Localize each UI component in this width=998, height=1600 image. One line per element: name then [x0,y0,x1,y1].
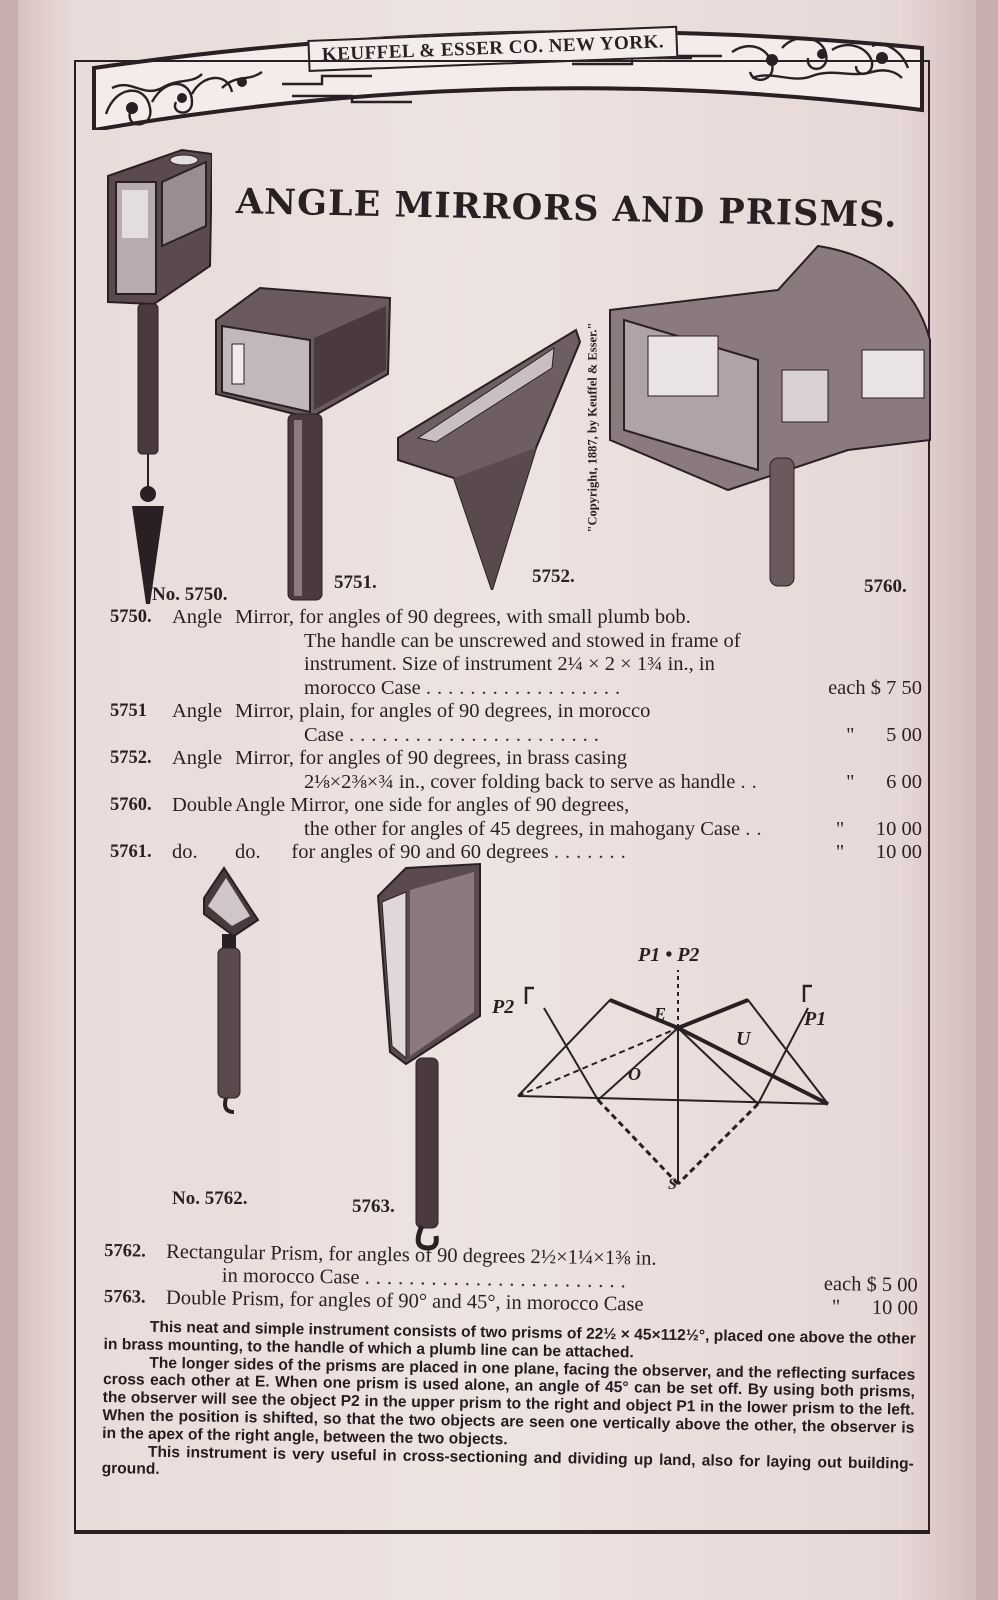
angle-mirror-plain-icon [214,284,392,602]
item-price [812,771,922,795]
leader-dots: ........................ [364,1266,632,1293]
description-paragraph: This neat and simple instrument consists of two prisms of 22½ × 45×112½°, placed one above the other in brass mounting, to the handle of which a plumb line can be attached. [103,1318,916,1362]
price-prefix: each $ [828,676,881,699]
item-price [808,1296,918,1321]
angle-mirror-plumb-bob-icon [102,146,212,606]
catalog-entry-5750 [110,606,922,700]
item-lead-word: Angle [172,747,223,769]
item-lead-word: Angle [172,606,223,628]
item-description-line: Mirror, for angles of 90 degrees, in brass casing [235,747,627,769]
item-number: 5752. [110,748,152,768]
rectangular-prism-icon [200,864,260,1114]
catalog-entry-5752 [110,747,922,794]
item-description-line: The handle can be unscrewed and stowed in frame of [304,629,741,652]
item-lead-word: Angle [172,700,223,722]
ditto-mark: " [846,723,855,746]
label-p1-p2: P1 • P2 [638,944,700,966]
leader-dots: .. [745,817,768,840]
ditto-mark: " [846,770,855,793]
double-angle-mirror-icon [608,240,932,590]
item-price [812,841,922,865]
item-description-line: the other for angles of 45 degrees, in mahogany Case [304,817,741,840]
label-o: O [628,1064,641,1084]
prism-price-list [103,1240,919,1320]
item-number: 5751 [110,701,147,721]
leader-dots: .................. [425,676,627,699]
page-title: ANGLE MIRRORS AND PRISMS. [235,181,898,237]
item-description-line: 2⅛×2⅜×¾ in., cover folding back to serve as handle [304,770,736,793]
item-number: 5763. [103,1287,146,1308]
item-lead-word: do. [172,841,198,863]
catalog-entry-5751 [110,700,922,747]
figure-5762-rectangular-prism [200,864,260,1114]
item-number: 5761. [110,842,152,862]
double-prism-icon [376,862,482,1252]
item-description-line: morocco Case [304,676,421,699]
item-lead-word: Double [172,794,233,816]
price-value: 5 00 [886,723,922,746]
geometry-diagram-icon [488,944,838,1194]
item-price [812,677,922,701]
figure-caption-5762: No. 5762. [172,1188,248,1209]
catalog-entry-5761 [110,841,922,865]
figure-caption-5751: 5751. [334,572,377,593]
catalog-page [18,0,976,1600]
label-p1: P1 [804,1008,827,1030]
copyright-text: "Copyright, 1887, by Keuffel & Esser." [585,322,600,533]
item-price [808,1273,918,1298]
figure-5760-double-angle-mirror [608,240,932,590]
item-description-line: Mirror, for angles of 90 degrees, with small plumb bob. [235,606,691,628]
leader-dots: .. [740,770,763,793]
item-price [812,818,922,842]
item-description-line: Mirror, plain, for angles of 90 degrees, in morocco [235,700,651,722]
item-description-line: Angle Mirror, one side for angles of 90 degrees, [235,794,630,816]
angle-mirror-brass-icon [396,328,582,590]
ditto-mark: " [835,817,845,840]
price-value: 10 00 [871,1296,919,1320]
leader-dots: ....................... [348,723,605,746]
label-u: U [736,1028,751,1050]
catalog-entry-5760 [110,794,922,841]
item-description-line: Rectangular Prism, for angles of 90 degrees 2½×1¼×1⅜ in. [166,1240,657,1270]
description-paragraph: This instrument is very useful in cross-sectioning and dividing up land, also for laying out building-ground. [101,1443,914,1479]
label-s: S [668,1176,677,1193]
item-number: 5750. [110,607,152,627]
label-e: E [654,1004,667,1024]
figure-5763-double-prism [376,862,482,1252]
label-p2: P2 [492,996,515,1018]
figure-caption-5750: No. 5750. [152,584,228,605]
item-description-line: do. for angles of 90 and 60 degrees [235,841,549,863]
item-number: 5762. [104,1241,146,1262]
figure-5752-angle-mirror-brass [396,328,582,590]
figure-caption-5763: 5763. [352,1196,395,1217]
figure-5750-angle-mirror [102,146,212,606]
item-number: 5760. [110,795,152,815]
price-value: 5 00 [881,1273,918,1297]
leader-dots: ....... [553,841,632,863]
item-description-line: in morocco Case [221,1264,360,1289]
description-paragraph: The longer sides of the prisms are placed in one plane, facing the observer, and the reflecting surfaces cross each other at E. When one prism is used alone, an angle of 45° can be set off. By using both prisms, the observer will see the object P2 in the upper prism to the right and object P1 in the lower prism to the left. When the position is shifted, so that the two objects are seen one vertically above the other, the observer is in the apex of the right angle, between the two objects. [102,1354,916,1449]
price-prefix: each $ [823,1273,877,1296]
ditto-mark: " [835,841,845,863]
instrument-description [101,1318,915,1491]
item-description-line: Double Prism, for angles of 90° and 45°, in morocco Case [165,1286,644,1316]
figure-5751-angle-mirror-plain [214,284,392,602]
price-value: 7 50 [886,676,922,699]
item-description-line: instrument. Size of instrument 2¼ × 2 × 1¾ in., in [304,653,715,675]
prism-geometry-diagram [488,944,838,1194]
ditto-mark: " [831,1296,841,1319]
price-value: 6 00 [886,770,922,793]
item-price [812,724,922,748]
price-value: 10 00 [875,841,922,863]
item-description-line: Case [304,723,344,746]
figure-caption-5760: 5760. [864,576,907,597]
price-value: 10 00 [875,817,922,840]
publisher-name: KEUFFEL & ESSER CO. NEW YORK. [307,26,678,72]
figure-caption-5752: 5752. [532,566,575,587]
angle-mirror-price-list [110,606,922,865]
copyright-notice [583,290,603,570]
